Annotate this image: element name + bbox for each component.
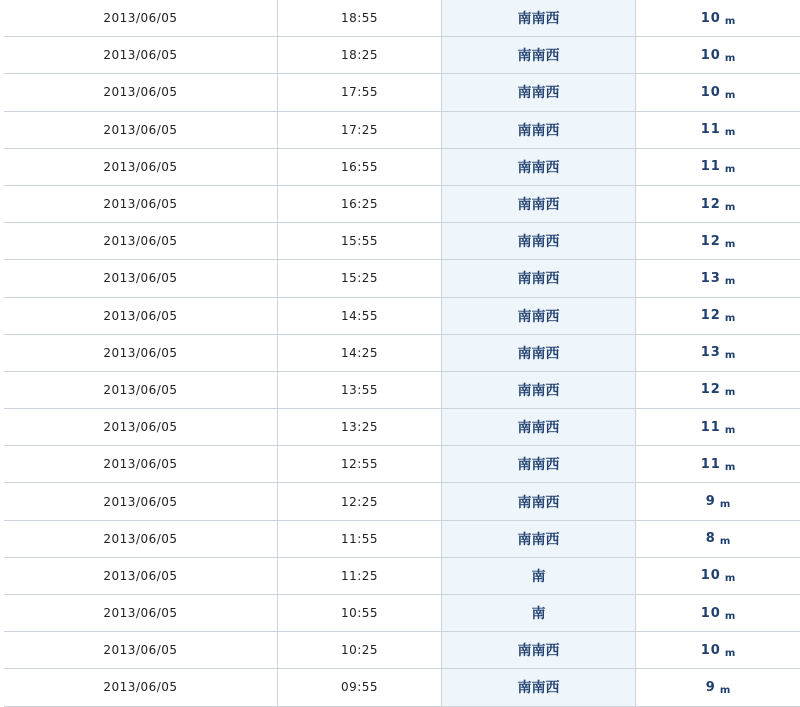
date-cell: 2013/06/05 — [4, 148, 278, 185]
date-cell: 2013/06/05 — [4, 37, 278, 74]
wind-speed-value: 10 — [701, 643, 721, 658]
date-cell: 2013/06/05 — [4, 557, 278, 594]
wind-speed-cell — [636, 37, 800, 74]
date-cell: 2013/06/05 — [4, 520, 278, 557]
date-cell: 2013/06/05 — [4, 483, 278, 520]
wind-speed-value: 9 — [706, 494, 716, 509]
wind-direction-cell: 南南西 — [442, 148, 636, 185]
wind-speed-unit: m — [725, 425, 735, 436]
time-cell: 10:25 — [278, 632, 442, 669]
wind-speed-cell — [636, 148, 800, 185]
time-cell: 14:25 — [278, 334, 442, 371]
date-cell: 2013/06/05 — [4, 409, 278, 446]
wind-direction-cell: 南南西 — [442, 223, 636, 260]
wind-direction-cell: 南南西 — [442, 260, 636, 297]
time-cell: 18:25 — [278, 37, 442, 74]
date-cell: 2013/06/05 — [4, 632, 278, 669]
table-row — [4, 260, 800, 297]
wind-speed-cell — [636, 111, 800, 148]
wind-speed-cell — [636, 223, 800, 260]
wind-direction-cell: 南南西 — [442, 446, 636, 483]
date-cell: 2013/06/05 — [4, 334, 278, 371]
time-cell: 12:55 — [278, 446, 442, 483]
wind-speed-unit: m — [725, 350, 735, 361]
table-row — [4, 483, 800, 520]
wind-speed-unit: m — [725, 90, 735, 101]
time-cell: 15:25 — [278, 260, 442, 297]
time-cell: 13:25 — [278, 409, 442, 446]
wind-speed-cell — [636, 334, 800, 371]
wind-direction-cell: 南南西 — [442, 37, 636, 74]
table-row — [4, 409, 800, 446]
wind-direction-cell: 南南西 — [442, 669, 636, 706]
wind-speed-cell — [636, 0, 800, 37]
wind-speed-unit: m — [725, 648, 735, 659]
wind-speed-unit: m — [725, 387, 735, 398]
wind-direction-cell: 南南西 — [442, 632, 636, 669]
wind-direction-cell: 南南西 — [442, 111, 636, 148]
time-cell: 18:55 — [278, 0, 442, 37]
wind-speed-value: 9 — [706, 680, 716, 695]
date-cell: 2013/06/05 — [4, 185, 278, 222]
wind-speed-value: 8 — [706, 531, 716, 546]
wind-speed-unit: m — [725, 239, 735, 250]
wind-speed-value: 11 — [701, 159, 721, 174]
wind-speed-value: 13 — [701, 345, 721, 360]
date-cell: 2013/06/05 — [4, 297, 278, 334]
wind-direction-cell: 南南西 — [442, 520, 636, 557]
time-cell: 10:55 — [278, 595, 442, 632]
wind-speed-unit: m — [725, 462, 735, 473]
time-cell: 12:25 — [278, 483, 442, 520]
table-row — [4, 334, 800, 371]
wind-speed-unit: m — [725, 276, 735, 287]
wind-speed-value: 11 — [701, 457, 721, 472]
wind-speed-value: 12 — [701, 234, 721, 249]
table-row — [4, 0, 800, 37]
wind-direction-cell: 南南西 — [442, 334, 636, 371]
time-cell: 14:55 — [278, 297, 442, 334]
time-cell: 17:25 — [278, 111, 442, 148]
wind-speed-cell — [636, 632, 800, 669]
wind-direction-cell: 南南西 — [442, 483, 636, 520]
wind-speed-cell — [636, 297, 800, 334]
wind-speed-unit: m — [725, 127, 735, 138]
wind-speed-unit: m — [725, 16, 735, 27]
table-row — [4, 74, 800, 111]
table-row — [4, 37, 800, 74]
wind-direction-cell: 南南西 — [442, 409, 636, 446]
wind-speed-unit: m — [720, 499, 730, 510]
wind-direction-cell: 南南西 — [442, 297, 636, 334]
wind-speed-cell — [636, 557, 800, 594]
table-row — [4, 446, 800, 483]
wind-speed-unit: m — [725, 313, 735, 324]
date-cell: 2013/06/05 — [4, 595, 278, 632]
wind-direction-cell: 南 — [442, 557, 636, 594]
table-row — [4, 185, 800, 222]
time-cell: 09:55 — [278, 669, 442, 706]
date-cell: 2013/06/05 — [4, 446, 278, 483]
wind-speed-value: 11 — [701, 420, 721, 435]
wind-speed-unit: m — [725, 202, 735, 213]
time-cell: 16:25 — [278, 185, 442, 222]
wind-direction-cell: 南南西 — [442, 185, 636, 222]
time-cell: 11:25 — [278, 557, 442, 594]
wind-speed-unit: m — [725, 164, 735, 175]
date-cell: 2013/06/05 — [4, 74, 278, 111]
wind-observation-table — [4, 0, 800, 707]
wind-speed-cell — [636, 74, 800, 111]
wind-speed-value: 10 — [701, 606, 721, 621]
table-row — [4, 520, 800, 557]
wind-speed-value: 10 — [701, 11, 721, 26]
wind-speed-value: 13 — [701, 271, 721, 286]
date-cell: 2013/06/05 — [4, 111, 278, 148]
wind-direction-cell: 南 — [442, 595, 636, 632]
table-row — [4, 669, 800, 706]
table-row — [4, 111, 800, 148]
table-row — [4, 297, 800, 334]
wind-speed-unit: m — [725, 573, 735, 584]
date-cell: 2013/06/05 — [4, 0, 278, 37]
date-cell: 2013/06/05 — [4, 669, 278, 706]
wind-speed-cell — [636, 669, 800, 706]
time-cell: 16:55 — [278, 148, 442, 185]
wind-speed-value: 10 — [701, 85, 721, 100]
table-row — [4, 632, 800, 669]
wind-speed-unit: m — [720, 536, 730, 547]
time-cell: 15:55 — [278, 223, 442, 260]
wind-speed-value: 12 — [701, 308, 721, 323]
wind-direction-cell: 南南西 — [442, 74, 636, 111]
wind-speed-cell — [636, 185, 800, 222]
wind-speed-cell — [636, 483, 800, 520]
time-cell: 11:55 — [278, 520, 442, 557]
wind-speed-cell — [636, 446, 800, 483]
wind-speed-value: 10 — [701, 568, 721, 583]
wind-speed-cell — [636, 595, 800, 632]
time-cell: 17:55 — [278, 74, 442, 111]
wind-speed-value: 12 — [701, 382, 721, 397]
date-cell: 2013/06/05 — [4, 371, 278, 408]
table-row — [4, 223, 800, 260]
wind-speed-value: 10 — [701, 48, 721, 63]
wind-speed-value: 11 — [701, 122, 721, 137]
wind-speed-unit: m — [720, 685, 730, 696]
wind-direction-cell: 南南西 — [442, 371, 636, 408]
wind-speed-cell — [636, 371, 800, 408]
wind-speed-unit: m — [725, 53, 735, 64]
wind-speed-cell — [636, 260, 800, 297]
date-cell: 2013/06/05 — [4, 260, 278, 297]
table-row — [4, 371, 800, 408]
table-row — [4, 148, 800, 185]
wind-speed-cell — [636, 409, 800, 446]
time-cell: 13:55 — [278, 371, 442, 408]
wind-speed-value: 12 — [701, 197, 721, 212]
wind-speed-unit: m — [725, 611, 735, 622]
date-cell: 2013/06/05 — [4, 223, 278, 260]
wind-direction-cell: 南南西 — [442, 0, 636, 37]
table-row — [4, 557, 800, 594]
wind-speed-cell — [636, 520, 800, 557]
table-body — [4, 0, 800, 706]
table-row — [4, 595, 800, 632]
